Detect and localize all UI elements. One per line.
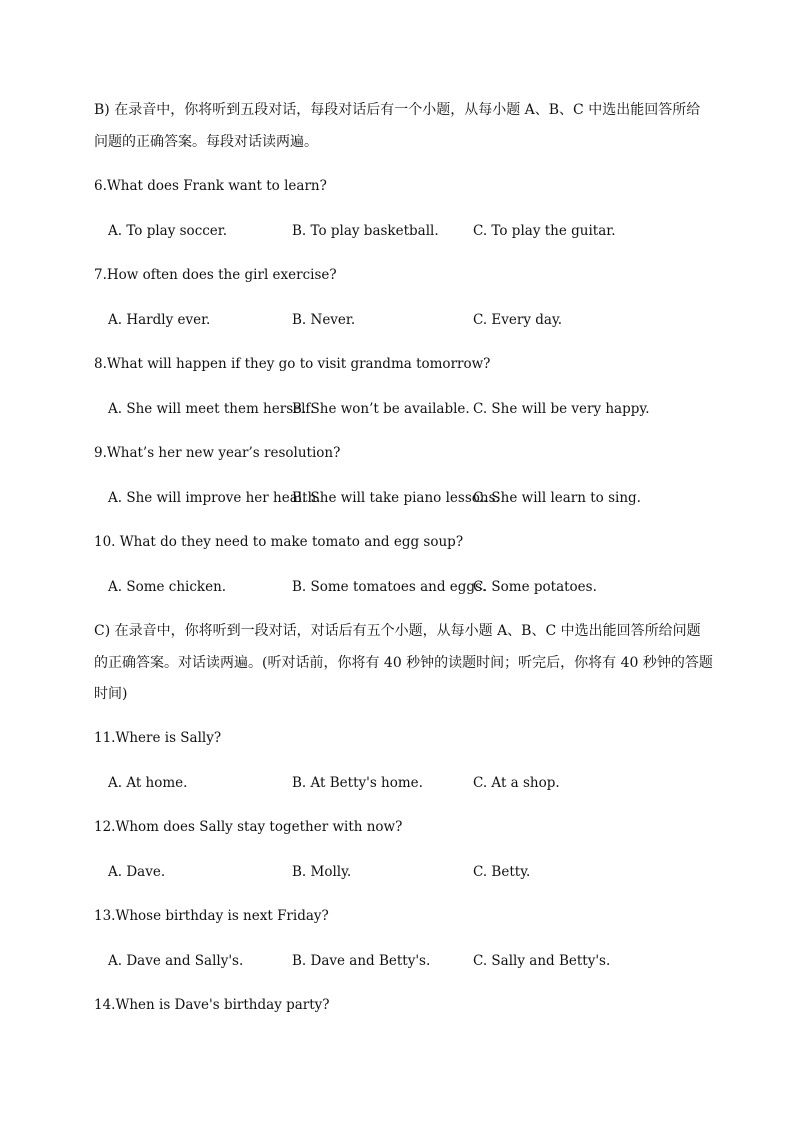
question-9-option-a: A. She will improve her health. [108,490,321,506]
question-7-option-a: A. Hardly ever. [108,312,211,328]
question-7-option-c: C. Every day. [473,312,563,328]
question-10: 10. What do they need to make tomato and egg soup? [94,534,464,550]
section-c-instruction-line-1: C) 在录音中，你将听到一段对话，对话后有五个小题，从每小题 A、B、C 中选出能回答所给问题 [94,623,701,639]
question-13-option-b: B. Dave and Betty's. [292,953,431,969]
question-10-option-a: A. Some chicken. [108,579,227,595]
question-8-option-c: C. She will be very happy. [473,401,650,417]
question-9-option-c: C. She will learn to sing. [473,490,641,506]
question-7: 7.How often does the girl exercise? [94,267,337,283]
question-11-option-b: B. At Betty's home. [292,775,423,791]
question-6: 6.What does Frank want to learn? [94,178,327,194]
question-9: 9.What’s her new year’s resolution? [94,445,341,461]
question-6-option-a: A. To play soccer. [108,223,228,239]
question-10-option-b: B. Some tomatoes and eggs. [292,579,487,595]
question-11-option-a: A. At home. [108,775,188,791]
question-6-option-b: B. To play basketball. [292,223,439,239]
section-c-instruction-line-2: 的正确答案。对话读两遍。(听对话前，你将有 40 秒钟的读题时间；听完后，你将有 40 秒钟的答题 [94,655,713,671]
section-b-instruction-line-2: 问题的正确答案。每段对话读两遍。 [94,134,318,150]
question-11-option-c: C. At a shop. [473,775,560,791]
question-12-option-c: C. Betty. [473,864,531,880]
question-8-option-a: A. She will meet them herself. [108,401,315,417]
question-13-option-a: A. Dave and Sally's. [108,953,244,969]
question-13: 13.Whose birthday is next Friday? [94,908,329,924]
question-12-option-a: A. Dave. [108,864,166,880]
question-12-option-b: B. Molly. [292,864,352,880]
question-13-option-c: C. Sally and Betty's. [473,953,611,969]
section-b-instruction-line-1: B) 在录音中，你将听到五段对话，每段对话后有一个小题，从每小题 A、B、C 中选出能回答所给 [94,102,701,118]
question-9-option-b: B. She will take piano lessons. [292,490,500,506]
question-11: 11.Where is Sally? [94,730,222,746]
question-8: 8.What will happen if they go to visit grandma tomorrow? [94,356,491,372]
question-10-option-c: C. Some potatoes. [473,579,597,595]
section-c-instruction-line-3: 时间) [94,686,128,702]
question-8-option-b: B. She won’t be available. [292,401,470,417]
question-14: 14.When is Dave's birthday party? [94,997,330,1013]
question-6-option-c: C. To play the guitar. [473,223,616,239]
question-7-option-b: B. Never. [292,312,356,328]
question-12: 12.Whom does Sally stay together with now? [94,819,403,835]
